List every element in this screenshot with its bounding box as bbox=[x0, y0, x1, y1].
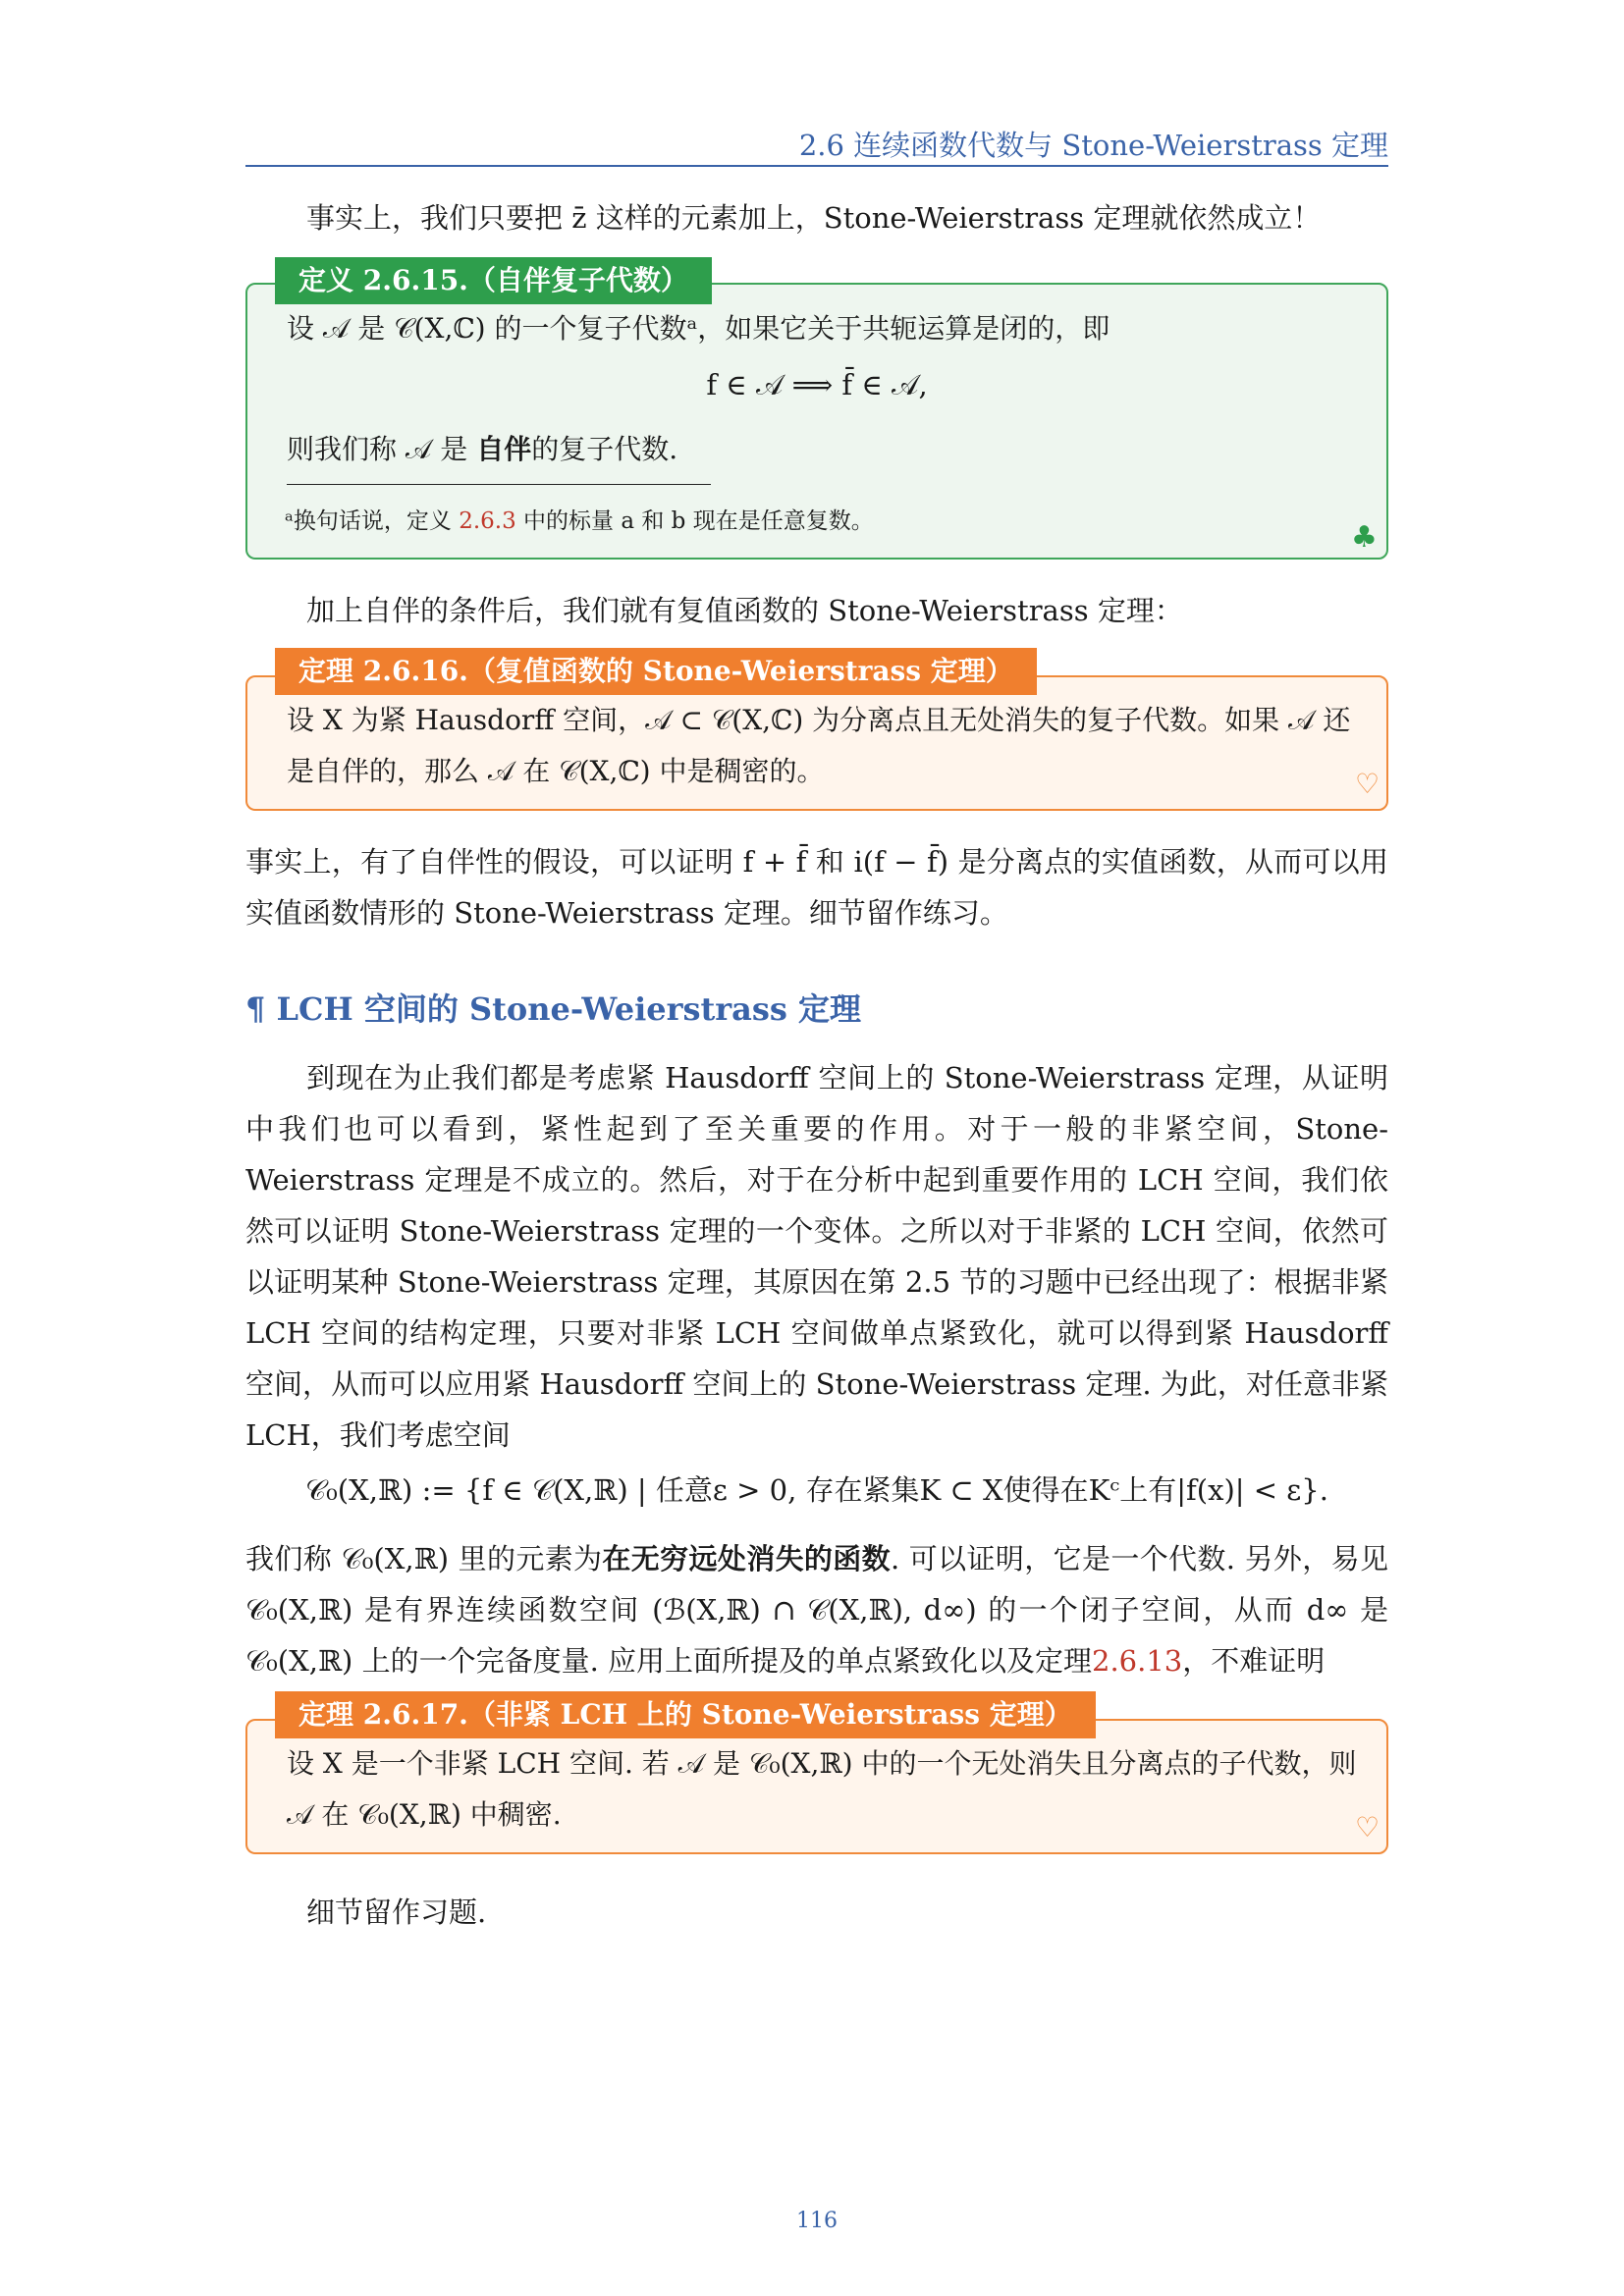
definition-tag: 定义 2.6.15.（自伴复子代数） bbox=[275, 257, 712, 304]
header-rule bbox=[245, 165, 1388, 167]
section-heading: ¶ LCH 空间的 Stone-Weierstrass 定理 bbox=[245, 990, 862, 1028]
footnote-suffix: 中的标量 a 和 b 现在是任意复数。 bbox=[515, 508, 874, 534]
body-paragraph: 到现在为止我们都是考虑紧 Hausdorff 空间上的 Stone-Weierstrass 定理，从证明中我们也可以看到，紧性起到了至关重要的作用。对于一般的非紧空间，Stone-Weierstrass 定理是不成立的。然后，对于在分析中起到重要作用的 LCH 空间，我们依然可以证明 Stone-Weierstrass 定理的一个变体。之所以对于非紧的 LCH 空间，依然可以证明某种 Stone-Weierstrass 定理，其原因在第 2.5 节的习题中已经出现了：根据非紧 LCH 空间的结构定理，只要对非紧 LCH 空间做单点紧致化，就可以得到紧 Hausdorff 空间，从而可以应用紧 Hausdorff 空间上的 Stone-Weierstrass 定理. 为此，对任意非紧 LCH，我们考虑空间 bbox=[245, 1061, 1388, 1452]
footnote-rule bbox=[287, 484, 711, 485]
definition-line-2-suffix: 的复子代数. bbox=[531, 433, 678, 465]
footnote-text: ᵃ换句话说，定义 bbox=[285, 508, 460, 534]
heart-icon: ♡ bbox=[1355, 768, 1380, 800]
running-head: 2.6 连续函数代数与 Stone-Weierstrass 定理 bbox=[798, 129, 1388, 162]
after-formula-paragraph bbox=[245, 1533, 1388, 1686]
theorem-2-6-16-tag: 定理 2.6.16.（复值函数的 Stone-Weierstrass 定理） bbox=[275, 648, 1037, 695]
theorem-2-6-17-text: 设 X 是一个非紧 LCH 空间. 若 𝒜 是 𝒞₀(X,ℝ) 中的一个无处消失且分离点的子代数，则 𝒜 在 𝒞₀(X,ℝ) 中稠密. bbox=[287, 1747, 1357, 1831]
vanishing-at-infinity-term: 在无穷远处消失的函数 bbox=[602, 1542, 892, 1575]
after-formula-text: 我们称 𝒞₀(X,ℝ) 里的元素为 bbox=[245, 1542, 603, 1575]
intro-paragraph: 事实上，我们只要把 z̄ 这样的元素加上，Stone-Weierstrass 定理就依然成立！ bbox=[306, 201, 1322, 235]
definition-line-2-text: 则我们称 𝒜 是 bbox=[287, 433, 477, 465]
after-definition-paragraph: 加上自伴的条件后，我们就有复值函数的 Stone-Weierstrass 定理： bbox=[306, 594, 1183, 627]
theorem-reference-link[interactable]: 2.6.13 bbox=[1092, 1644, 1183, 1678]
page-number: 116 bbox=[796, 2209, 838, 2233]
definition-line-2 bbox=[287, 424, 1357, 475]
after-formula-suffix: ，不难证明 bbox=[1182, 1644, 1326, 1678]
footnote-reference-link[interactable]: 2.6.3 bbox=[459, 508, 516, 534]
closing-paragraph: 细节留作习题. bbox=[306, 1896, 487, 1929]
definition-footnote bbox=[285, 503, 874, 535]
after-theorem-paragraph: 事实上，有了自伴性的假设，可以证明 f + f̄ 和 i(f − f̄) 是分离点的实值函数，从而可以用实值函数情形的 Stone-Weierstrass 定理。细节留作练习。 bbox=[245, 845, 1388, 930]
definition-term: 自伴 bbox=[476, 433, 532, 465]
after-formula-middle: . 可以证明，它是一个代数. 另外，易见 𝒞₀(X,ℝ) 是有界连续函数空间 (ℬ(X,ℝ) ∩ 𝒞(X,ℝ), d∞) 的一个闭子空间，从而 d∞ 是 𝒞₀(X,ℝ) 上的一个完备度量. 应用上面所提及的单点紧致化以及定理 bbox=[245, 1542, 1389, 1678]
definition-formula: f ∈ 𝒜 ⟹ f̄ ∈ 𝒜, bbox=[706, 368, 928, 401]
heart-icon: ♡ bbox=[1355, 1811, 1380, 1843]
definition-line-1: 设 𝒜 是 𝒞(X,ℂ) 的一个复子代数ᵃ，如果它关于共轭运算是闭的，即 bbox=[287, 312, 1110, 345]
theorem-2-6-17-tag: 定理 2.6.17.（非紧 LCH 上的 Stone-Weierstrass 定理） bbox=[275, 1691, 1096, 1738]
c0-definition-formula: 𝒞₀(X,ℝ) := {f ∈ 𝒞(X,ℝ) | 任意ε > 0, 存在紧集K ⊂ X使得在Kᶜ上有|f(x)| < ε}. bbox=[305, 1473, 1328, 1507]
theorem-2-6-16-text: 设 X 为紧 Hausdorff 空间，𝒜 ⊂ 𝒞(X,ℂ) 为分离点且无处消失的复子代数。如果 𝒜 还是自伴的，那么 𝒜 在 𝒞(X,ℂ) 中是稠密的。 bbox=[287, 704, 1351, 787]
club-icon: ♣ bbox=[1351, 520, 1378, 555]
